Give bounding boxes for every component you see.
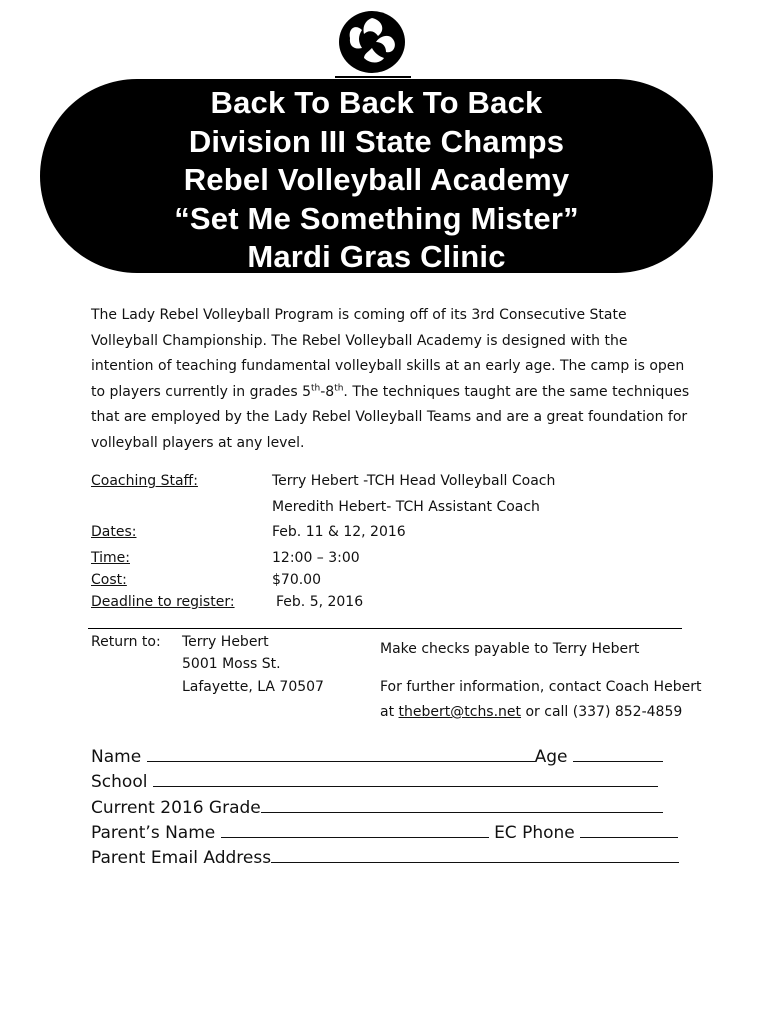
dates-label: Dates: — [91, 524, 137, 540]
contact-note: For further information, contact Coach Hebert — [380, 679, 702, 695]
banner-line: Rebel Volleyball Academy — [183, 162, 570, 197]
parent-name-label: Parent’s Name — [91, 823, 216, 843]
banner-line: Back To Back To Back — [210, 85, 543, 120]
contact-line — [380, 704, 682, 720]
title-banner — [40, 79, 713, 273]
cost-value: $70.00 — [272, 572, 321, 588]
deadline-value: Feb. 5, 2016 — [276, 594, 364, 610]
parent-email-label: Parent Email Address — [91, 848, 272, 868]
banner-line: “Set Me Something Mister” — [174, 200, 579, 236]
intro-text: The Lady Rebel Volleyball Program is coming off of its 3rd Consecutive State Volleyball Championship. The Rebel Volleyball Academy is designed with the intention of teaching fundamental volleyball skills at an early age. The camp is open to players currently in grades 5 — [91, 307, 685, 400]
ec-phone-label: EC Phone — [494, 823, 575, 843]
ec-phone-field[interactable] — [580, 822, 678, 838]
dates-value: Feb. 11 & 12, 2016 — [272, 524, 406, 540]
time-label: Time: — [91, 550, 130, 566]
name-field[interactable] — [147, 746, 535, 762]
age-label: Age — [534, 747, 568, 767]
return-to-label: Return to: — [91, 634, 161, 650]
at-text: at — [380, 704, 399, 720]
grade-field[interactable] — [261, 797, 663, 813]
email-link[interactable]: thebert@tchs.net — [398, 704, 522, 720]
parent-name-field[interactable] — [221, 822, 489, 838]
name-row — [91, 746, 663, 767]
parent-email-field[interactable] — [271, 847, 679, 863]
age-field[interactable] — [573, 746, 663, 762]
cost-label: Cost: — [91, 572, 127, 588]
email-row — [91, 847, 679, 868]
school-field[interactable] — [153, 771, 658, 787]
intro-paragraph — [91, 303, 691, 456]
coach-1: Terry Hebert -TCH Head Volleyball Coach — [272, 473, 556, 489]
phone-text: or call (337) 852-4859 — [521, 704, 683, 720]
intro-text: . The techniques taught are the same techniques that are employed by the Lady Rebel Volleyball Teams and are a great foundation for volleyball players at any level. — [91, 383, 690, 451]
return-name: Terry Hebert — [182, 634, 269, 650]
grade-label: Current 2016 Grade — [91, 798, 261, 818]
school-label: School — [91, 772, 148, 792]
deadline-label: Deadline to register: — [91, 594, 235, 610]
banner-line: Mardi Gras Clinic — [247, 239, 506, 274]
time-value: 12:00 – 3:00 — [272, 550, 360, 566]
coach-2: Meredith Hebert- TCH Assistant Coach — [272, 499, 540, 515]
coaching-staff-label: Coaching Staff: — [91, 473, 198, 489]
return-street: 5001 Moss St. — [182, 656, 281, 672]
ordinal-suffix: th — [334, 382, 344, 393]
return-city: Lafayette, LA 70507 — [182, 679, 324, 695]
ordinal-suffix: th — [310, 382, 321, 393]
banner-line: Division III State Champs — [188, 123, 565, 159]
logo-underline — [335, 76, 411, 78]
name-label: Name — [91, 747, 142, 767]
grade-range: -8 — [320, 383, 335, 400]
school-row — [91, 771, 658, 792]
grade-row — [91, 797, 663, 818]
checks-note: Make checks payable to Terry Hebert — [380, 641, 640, 657]
fleur-de-lis-spiral-logo — [334, 8, 410, 78]
section-divider — [88, 628, 682, 629]
parent-row — [91, 822, 678, 843]
